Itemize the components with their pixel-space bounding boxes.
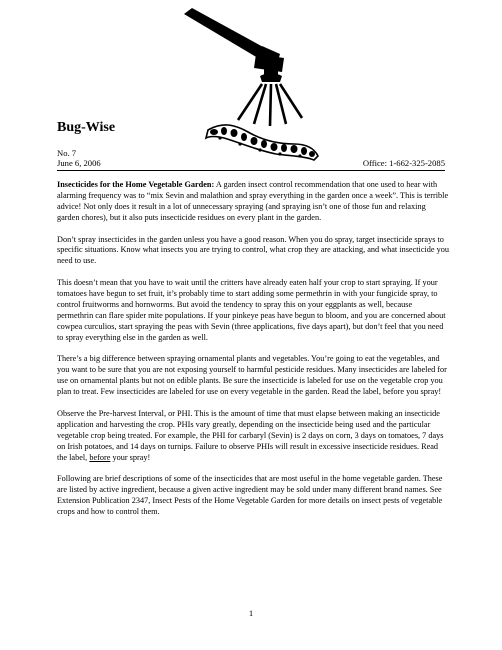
paragraph xyxy=(57,180,449,224)
spray-nozzle-icon xyxy=(180,8,310,126)
paragraph-text: There’s a big difference between spraying ornamental plants and vegetables. You’re going to eat the vegetables, and you want to be sure that you are not exposing yourself to harmful pesticide residues. Many insecticides are labeled for use on ornamental plants but not on edible plants. Be sure the insecticide is labeled for use on the vegetable crop you plan to treat. Few insecticides are labeled for use on every vegetable in the garden. Read the label, before you spray! xyxy=(57,354,447,397)
newsletter-title: Bug-Wise xyxy=(57,120,116,135)
office-phone: Office: 1-662-325-2085 xyxy=(362,158,445,168)
paragraph xyxy=(57,354,449,398)
article-body xyxy=(57,180,449,518)
header-divider xyxy=(57,170,445,171)
paragraph-text: Don’t spray insecticides in the garden unless you have a good reason. When you do spray, target insecticide sprays to specific situations. Know what insects you are trying to control, what crop they are attacking, and what insecticide you need to use. xyxy=(57,234,449,266)
issue-number: No. 7 xyxy=(57,148,77,158)
paragraph xyxy=(57,474,449,518)
paragraph-text: A garden insect control recommendation that one used to hear with alarming frequency was to “mix Sevin and malathion and spray everything in the garden once a week”. This is terrible advice! Not only does it result in a lot of unnecessary spraying (and spraying isn’t one of those fun and relaxing garden chores), but it also puts insecticide residues on every plant in the garden. xyxy=(57,180,449,222)
paragraph-text: This doesn’t mean that you have to wait until the critters have already eaten half your crop to start spraying. If your tomatoes have begun to set fruit, it’s probably time to start adding some permethrin in with your fungicide spray, to control fruitworms and hornworms. But avoid the tendency to spray this on your eggplants as well, because permethrin can flare spider mite populations. If your pinkeye peas have begun to bloom, and you are concerned about cowpea curculios, start spraying the peas with Sevin (three applications, five days apart), but don’t feel that you need to spray everything else in the garden as well. xyxy=(57,278,446,342)
section-heading: Insecticides for the Home Vegetable Garden: xyxy=(57,180,215,189)
paragraph xyxy=(57,235,449,268)
underlined-word: before xyxy=(89,452,111,462)
caterpillar-icon xyxy=(204,120,322,162)
paragraph-text: Following are brief descriptions of some of the insecticides that are most useful in the home vegetable garden. These are listed by active ingredient, because a given active ingredient may be sold under many different brand names. See Extension Publication 2347, Insect Pests of the Home Vegetable Garden for more details on insect pests of vegetable crops and how to control them. xyxy=(57,474,443,517)
paragraph xyxy=(57,409,449,464)
paragraph-tail: your spray! xyxy=(110,452,151,462)
issue-date: June 6, 2006 xyxy=(57,158,101,168)
paragraph-text: Observe the Pre-harvest Interval, or PHI. This is the amount of time that must elapse between making an insecticide application and harvesting the crop. PHIs vary greatly, depending on the insecticide being used and the particular vegetable crop being treated. For example, the PHI for carbaryl (Sevin) is 2 days on corn, 3 days on tomatoes, 7 days on Irish potatoes, and 14 days on turnips. Failure to observe PHIs will result in excessive insecticide residues. Read the label, xyxy=(57,408,444,462)
page-number: 1 xyxy=(248,608,254,618)
paragraph xyxy=(57,278,449,343)
